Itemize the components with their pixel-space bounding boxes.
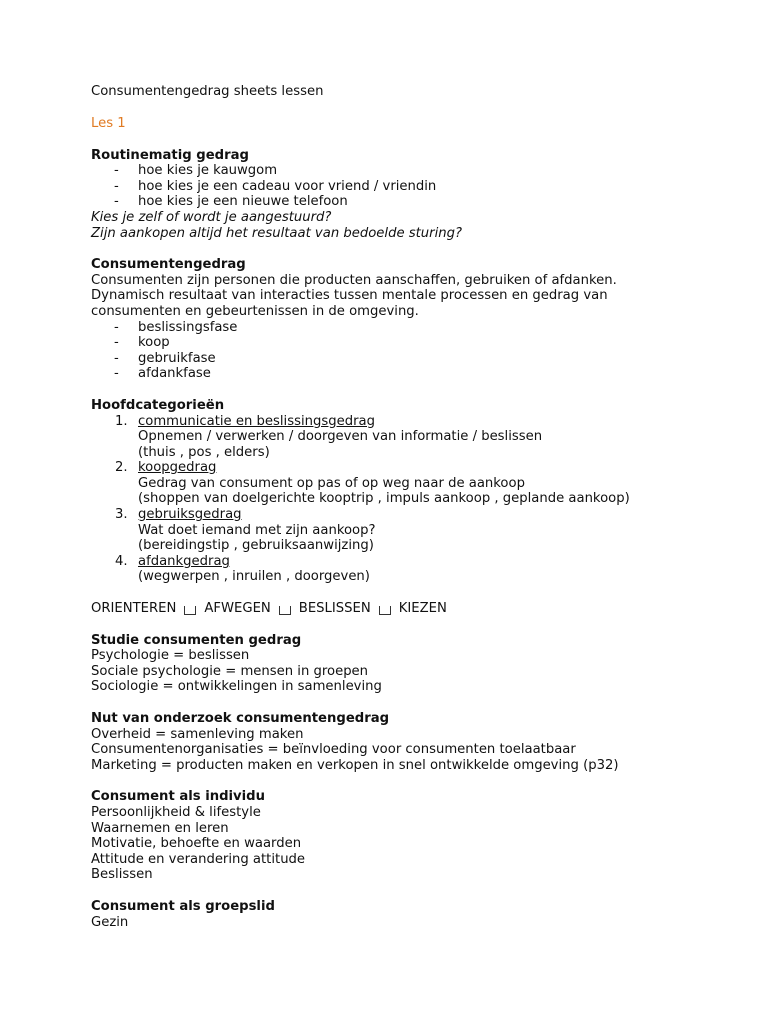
section-heading-consumentengedrag: Consumentengedrag <box>91 257 246 273</box>
numbered-item: 2. koopgedrag <box>115 460 217 476</box>
paragraph-line: Waarnemen en leren <box>91 820 229 836</box>
arrow-icon <box>379 606 391 615</box>
item-detail: (wegwerpen , inruilen , doorgeven) <box>138 569 370 585</box>
lesson-label: Les 1 <box>91 116 126 131</box>
numbered-item: 1. communicatie en beslissingsgedrag <box>115 413 375 429</box>
paragraph-line: consumenten en gebeurtenissen in de omgeving. <box>91 303 419 319</box>
flow-step: KIEZEN <box>398 601 447 617</box>
paragraph-line: Psychologie = beslissen <box>91 648 250 664</box>
document-page <box>91 84 731 930</box>
paragraph-line: Sociale psychologie = mensen in groepen <box>91 663 369 679</box>
numbered-item: 3. gebruiksgedrag <box>115 507 242 523</box>
item-detail: Gedrag van consument op pas of op weg naar de aankoop <box>138 475 525 491</box>
list-item: - gebruikfase <box>114 350 216 366</box>
paragraph-line: Overheid = samenleving maken <box>91 726 304 742</box>
list-item: - hoe kies je een cadeau voor vriend / vriendin <box>114 178 437 194</box>
list-item: - afdankfase <box>114 366 211 382</box>
section-heading-hoofdcategorieen: Hoofdcategorieën <box>91 397 225 413</box>
paragraph-line: Dynamisch resultaat van interacties tussen mentale processen en gedrag van <box>91 288 608 304</box>
item-detail: (bereidingstip , gebruiksaanwijzing) <box>138 538 374 554</box>
question-line: Zijn aankopen altijd het resultaat van bedoelde sturing? <box>91 225 462 241</box>
paragraph-line: Sociologie = ontwikkelingen in samenleving <box>91 679 382 695</box>
list-item: - hoe kies je kauwgom <box>114 163 278 179</box>
arrow-icon <box>279 606 291 615</box>
list-item: - beslissingsfase <box>114 319 238 335</box>
process-flow <box>91 601 731 617</box>
paragraph-line: Motivatie, behoefte en waarden <box>91 836 302 852</box>
question-line: Kies je zelf of wordt je aangestuurd? <box>91 209 332 225</box>
paragraph-line: Attitude en verandering attitude <box>91 851 306 867</box>
paragraph-line: Consumenten zijn personen die producten aanschaffen, gebruiken of afdanken. <box>91 272 617 288</box>
flow-step: ORIENTEREN <box>91 601 177 617</box>
section-heading-individu: Consument als individu <box>91 789 266 805</box>
document-title: Consumentengedrag sheets lessen <box>91 84 324 99</box>
paragraph-line: Gezin <box>91 914 129 930</box>
paragraph-line: Beslissen <box>91 867 153 883</box>
item-detail: Wat doet iemand met zijn aankoop? <box>138 522 376 538</box>
paragraph-line: Marketing = producten maken en verkopen in snel ontwikkelde omgeving (p32) <box>91 757 619 773</box>
paragraph-line: Consumentenorganisaties = beïnvloeding voor consumenten toelaatbaar <box>91 742 576 758</box>
item-detail: (shoppen van doelgerichte kooptrip , impuls aankoop , geplande aankoop) <box>138 491 630 507</box>
list-item: - hoe kies je een nieuwe telefoon <box>114 194 348 210</box>
item-detail: (thuis , pos , elders) <box>138 444 270 460</box>
section-heading-groepslid: Consument als groepslid <box>91 898 275 914</box>
item-detail: Opnemen / verwerken / doorgeven van informatie / beslissen <box>138 429 543 445</box>
section-heading-studie: Studie consumenten gedrag <box>91 632 302 648</box>
section-heading-routine: Routinematig gedrag <box>91 147 249 163</box>
numbered-item: 4. afdankgedrag <box>115 553 230 569</box>
list-item: - koop <box>114 335 170 351</box>
paragraph-line: Persoonlijkheid & lifestyle <box>91 804 261 820</box>
flow-step: BESLISSEN <box>298 601 371 617</box>
flow-step: AFWEGEN <box>204 601 271 617</box>
section-heading-nut: Nut van onderzoek consumentengedrag <box>91 711 390 726</box>
arrow-icon <box>184 606 196 615</box>
